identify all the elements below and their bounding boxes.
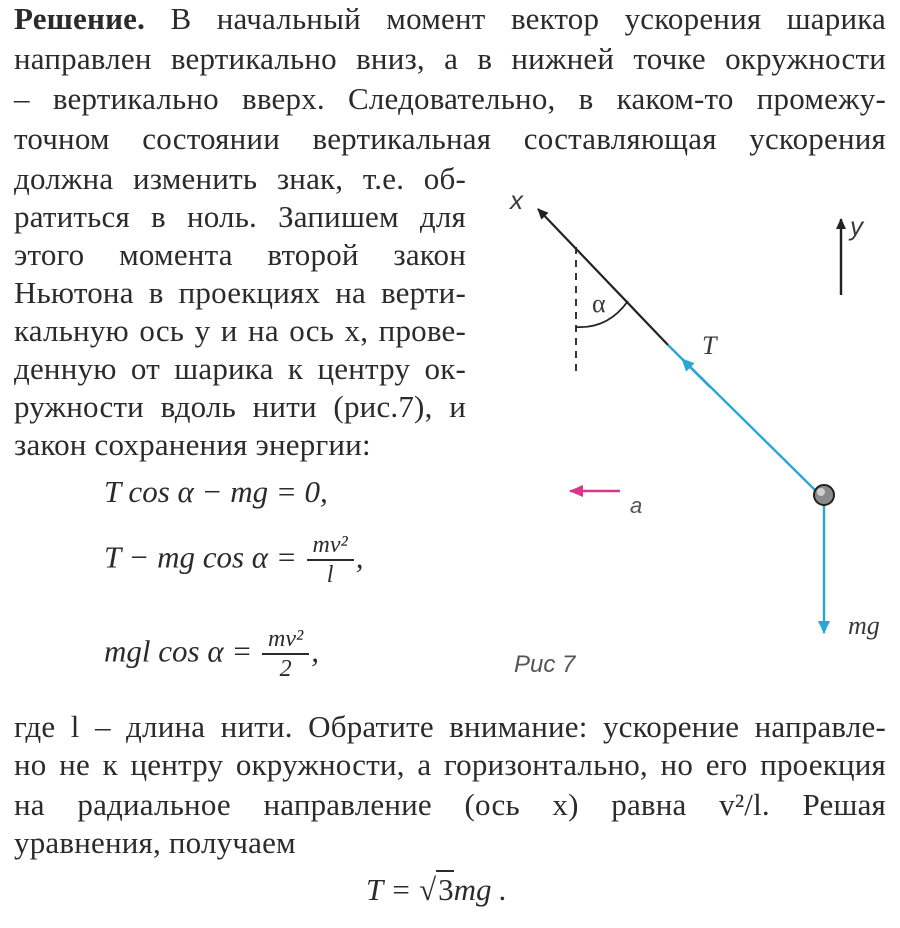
- text-line-10: денную от шарика к центру ок-: [14, 351, 466, 386]
- text-line-9: кальную ось y и на ось x, прове-: [14, 313, 466, 348]
- text-line-1-rest: В начальный момент вектор ускорения шарика: [145, 1, 886, 36]
- text-line-2: направлен вертикально вниз, а в нижней точке окружности: [14, 41, 886, 76]
- equation-2-denominator: l: [326, 562, 334, 588]
- result-left: T =: [366, 872, 420, 907]
- label-y: y: [850, 211, 863, 241]
- text-line-1: [14, 0, 886, 38]
- label-x: x: [510, 185, 523, 215]
- equation-1: T cos α − mg = 0,: [104, 474, 328, 509]
- text-line-8: Ньютона в проекциях на верти-: [14, 275, 466, 310]
- equation-2-numerator: mv²: [307, 532, 354, 561]
- text-line-4: точном состоянии вертикальная составляющая ускорения: [14, 121, 886, 156]
- equation-3-numerator: mv²: [262, 626, 309, 655]
- pendulum-figure: [470, 185, 900, 705]
- equation-2-left: T − mg cos α =: [104, 539, 297, 575]
- ball: [814, 485, 834, 505]
- figure-caption: Рис 7: [514, 651, 576, 678]
- result-right: mg .: [453, 872, 508, 907]
- equation-2-fraction: [307, 532, 354, 589]
- final-result: [366, 870, 507, 908]
- label-alpha: α: [592, 289, 606, 318]
- text-line-12: закон сохранения энергии:: [14, 427, 371, 462]
- text-line-16: уравнения, получаем: [14, 825, 296, 860]
- label-tension: T: [702, 331, 717, 360]
- label-gravity: mg: [848, 611, 880, 640]
- text-line-15: на радиальное направление (ось x) равна v²/l. Решая: [14, 787, 886, 822]
- text-line-14: но не к центру окружности, а горизонтально, но его проекция: [14, 747, 886, 782]
- equation-3-left: mgl cos α =: [104, 633, 253, 669]
- result-sqrt-argument: 3: [438, 872, 454, 907]
- equation-2-tail: ,: [355, 539, 364, 575]
- text-line-6: ратиться в ноль. Запишем для: [14, 199, 466, 234]
- sqrt-sign: √: [419, 872, 437, 907]
- equation-3-tail: ,: [311, 633, 319, 669]
- label-acceleration: a: [630, 493, 643, 518]
- equation-3: [104, 626, 319, 683]
- text-line-3: – вертикально вверх. Следовательно, в каком-то промежу-: [14, 81, 886, 116]
- x-axis-line: [538, 209, 668, 345]
- solution-heading: Решение.: [14, 1, 146, 36]
- equation-3-fraction: [262, 626, 309, 683]
- equation-3-denominator: 2: [279, 656, 292, 682]
- text-line-5: должна изменить знак, т.е. об-: [14, 161, 466, 196]
- ball-highlight: [817, 488, 825, 496]
- text-line-13: где l – длина нити. Обратите внимание: ускорение направле-: [14, 709, 886, 744]
- text-line-7: этого момента второй закон: [14, 237, 466, 272]
- text-line-11: ружности вдоль нити (рис.7), и: [14, 389, 466, 424]
- pendulum-diagram: [470, 185, 900, 705]
- tension-arrow: [682, 359, 710, 387]
- equation-2: [104, 532, 363, 589]
